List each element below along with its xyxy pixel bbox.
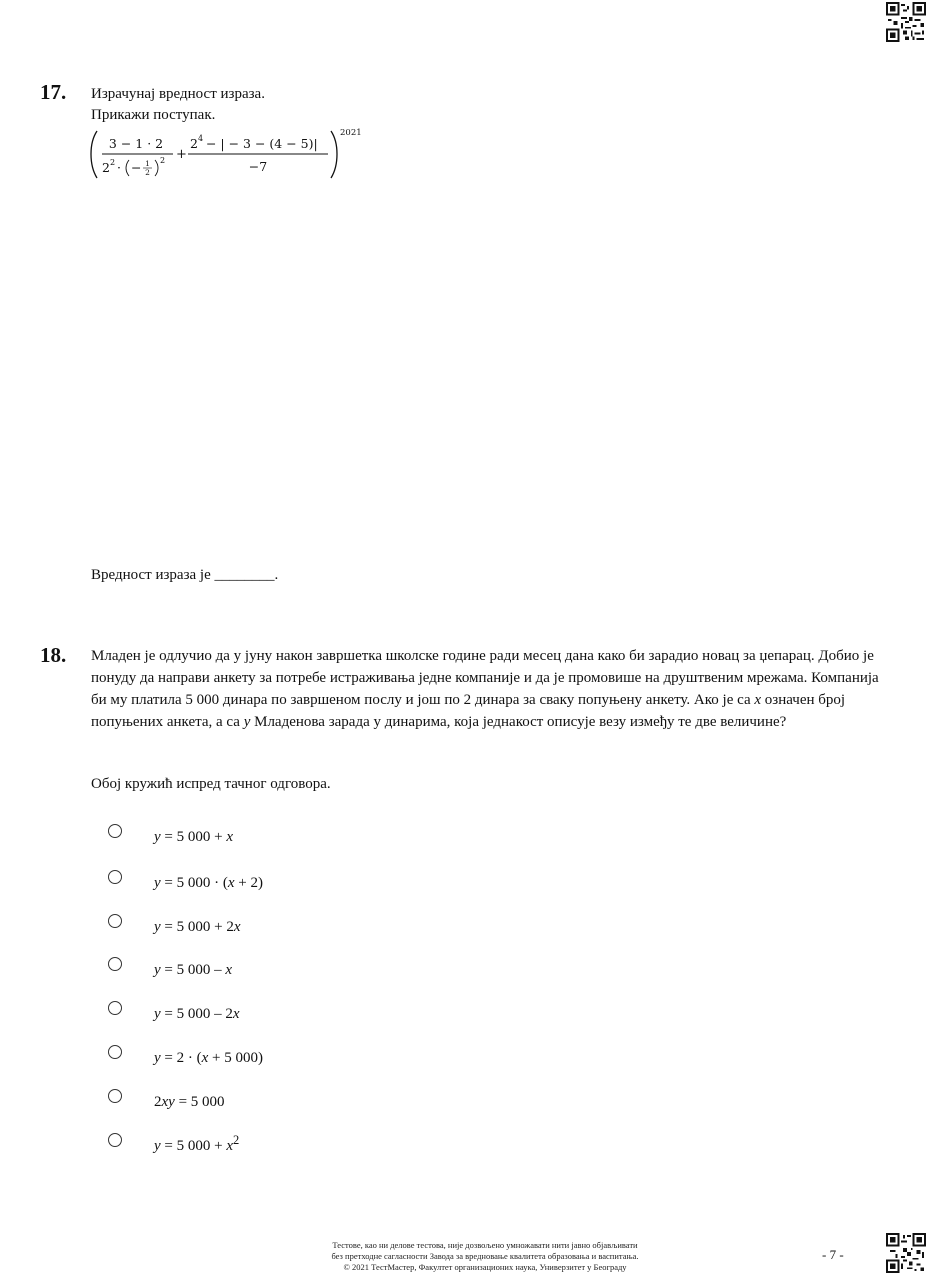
answer-option-2[interactable] bbox=[108, 866, 264, 891]
formula-half-numerator: 1 bbox=[145, 159, 150, 168]
formula-numerator-1: 3 − 1 · 2 bbox=[108, 136, 164, 151]
answer-label-3 bbox=[154, 910, 241, 938]
answer-part-a: y bbox=[154, 829, 161, 845]
answer-part-a: y bbox=[154, 919, 161, 935]
answer-part-b: = 5 000 + 2 bbox=[160, 919, 234, 935]
answer-radio-6[interactable] bbox=[108, 1045, 122, 1059]
answer-part-c: x bbox=[226, 829, 234, 845]
page-number: - 7 - bbox=[822, 1247, 844, 1262]
question-18-text-part: означен број попуњених анкета, а са bbox=[91, 692, 846, 730]
answer-label-6 bbox=[154, 1041, 263, 1069]
answer-option-8[interactable] bbox=[108, 1129, 240, 1154]
question-18-number: 18. bbox=[40, 643, 67, 667]
answer-label-5 bbox=[154, 997, 240, 1025]
answer-option-1[interactable] bbox=[108, 820, 234, 845]
answer-radio-7[interactable] bbox=[108, 1089, 122, 1103]
footer-line-1: Тестове, као ни делове тестова, није дозвољено умножавати нити јавно објављивати bbox=[332, 1240, 638, 1250]
answer-option-7[interactable] bbox=[108, 1085, 225, 1110]
answer-part-c: x bbox=[226, 1138, 234, 1154]
answer-radio-5[interactable] bbox=[108, 1001, 122, 1015]
footer-line-2: без претходне сагласности Завода за вредновање квалитета образовања и васпитања. bbox=[331, 1251, 639, 1261]
answer-option-5[interactable] bbox=[108, 997, 240, 1022]
answer-part-d: + 5 000) bbox=[208, 1050, 264, 1066]
answer-label-8 bbox=[154, 1129, 239, 1157]
answer-part-c: x bbox=[227, 875, 235, 891]
answer-label-1 bbox=[154, 820, 233, 848]
answer-label-7 bbox=[154, 1085, 225, 1113]
answer-part-c: x bbox=[232, 1006, 240, 1022]
answer-label-2 bbox=[154, 866, 263, 894]
answer-option-3[interactable] bbox=[108, 910, 241, 935]
question-18-text bbox=[91, 645, 881, 733]
answer-option-4[interactable] bbox=[108, 953, 233, 978]
answer-part-c: xy bbox=[161, 1094, 175, 1110]
answer-part-sup: 2 bbox=[233, 1133, 240, 1147]
qr-code-bottom bbox=[886, 1233, 926, 1273]
formula-numerator-2-base: 2 bbox=[190, 136, 198, 151]
answer-part-b: = 5 000 – 2 bbox=[160, 1006, 233, 1022]
answer-part-b: = 5 000 + bbox=[160, 1138, 227, 1154]
formula-denominator-1-base: 2 bbox=[102, 160, 110, 175]
question-18-text-part: Младенова зарада у динарима, која једнакост описује везу између те две величине? bbox=[250, 714, 787, 730]
question-17-show-work: Прикажи поступак. bbox=[91, 107, 216, 123]
answer-radio-8[interactable] bbox=[108, 1133, 122, 1147]
question-18-instruction: Обој кружић испред тачног одговора. bbox=[91, 776, 331, 792]
variable-y: y bbox=[243, 714, 251, 730]
formula-half-denominator: 2 bbox=[145, 168, 150, 177]
question-17-instruction: Израчунај вредност израза. bbox=[91, 86, 265, 102]
answer-option-6[interactable] bbox=[108, 1041, 264, 1066]
answer-part-a: y bbox=[154, 962, 161, 978]
answer-part-a: 2 bbox=[154, 1094, 162, 1110]
answer-part-d: = 5 000 bbox=[174, 1094, 225, 1110]
answer-part-b: = 5 000 + bbox=[160, 829, 227, 845]
answer-part-c: x bbox=[233, 919, 241, 935]
variable-x: x bbox=[754, 692, 762, 708]
answer-part-a: y bbox=[154, 1006, 161, 1022]
answer-part-b: = 5 000 · ( bbox=[160, 875, 228, 891]
question-17-formula bbox=[88, 125, 363, 181]
formula-denominator-2: −7 bbox=[248, 159, 268, 174]
answer-part-b: = 2 · ( bbox=[160, 1050, 202, 1066]
answer-radio-4[interactable] bbox=[108, 957, 122, 971]
footer-line-3: © 2021 ТестМастер, Факултет организационих наука, Универзитет у Београду bbox=[343, 1262, 627, 1272]
answer-label-4 bbox=[154, 953, 232, 981]
answer-part-a: y bbox=[154, 1050, 161, 1066]
answer-part-b: = 5 000 – bbox=[160, 962, 226, 978]
answer-part-c: x bbox=[225, 962, 233, 978]
formula-denominator-1-dot: · bbox=[117, 160, 121, 175]
answer-radio-1[interactable] bbox=[108, 824, 122, 838]
formula-numerator-2-rest: − | − 3 − (4 − 5)| bbox=[202, 136, 318, 151]
formula-minus-sign: − bbox=[131, 160, 142, 175]
formula-numerator-2-exp: 4 bbox=[198, 134, 204, 143]
answer-part-d: + 2) bbox=[234, 875, 264, 891]
question-17-answer-prompt: Вредност израза је ________. bbox=[91, 567, 279, 583]
formula-denominator-1-paren-exp: 2 bbox=[160, 156, 166, 165]
question-18-text-part: Младен је одлучио да у јуну након завршетка школске године ради месец дана како би зарадио новац за џепарац. Добио је понуду да направи анкету за потребе истраживања једне компаније и да је промовише на друштвеним мрежама. Компанија би му платила 5 000 динара по завршеном послу и још по 2 динара за сваку попуњену анкету. Ако је са bbox=[91, 648, 879, 708]
answer-part-a: y bbox=[154, 875, 161, 891]
answer-radio-3[interactable] bbox=[108, 914, 122, 928]
formula-plus: + bbox=[176, 147, 187, 162]
footer-copyright bbox=[250, 1240, 720, 1273]
formula-denominator-1-exp: 2 bbox=[110, 158, 116, 167]
answer-part-c: x bbox=[201, 1050, 209, 1066]
question-17-number: 17. bbox=[40, 80, 67, 104]
formula-outer-exponent: 2021 bbox=[340, 128, 362, 138]
answer-radio-2[interactable] bbox=[108, 870, 122, 884]
answer-part-a: y bbox=[154, 1138, 161, 1154]
qr-code-top bbox=[886, 2, 926, 42]
